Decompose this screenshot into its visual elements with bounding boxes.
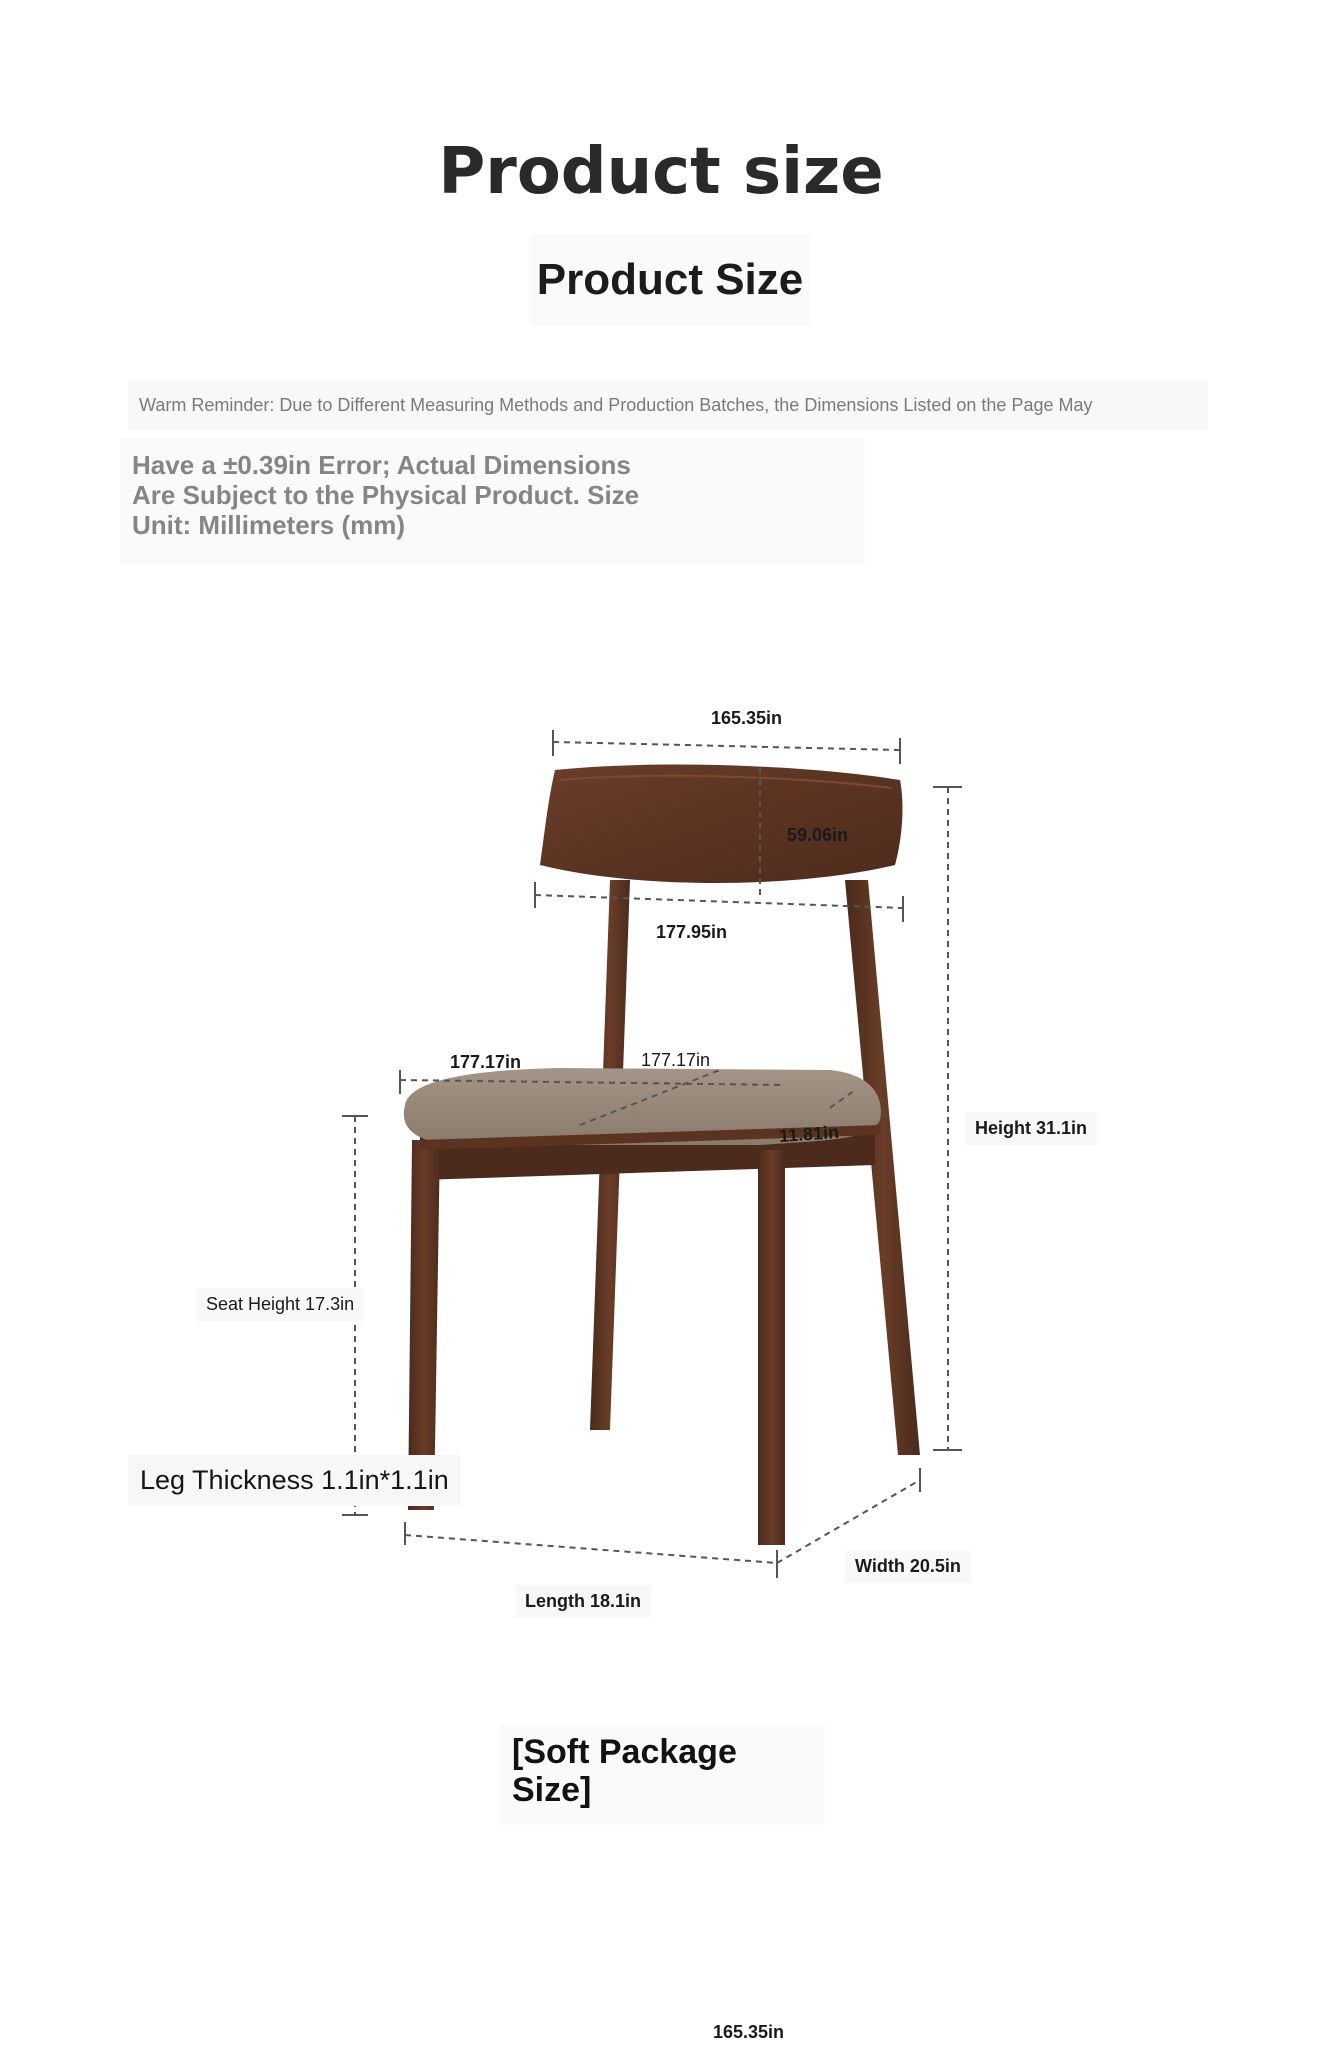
dim-backrest-bottom-width: 177.95in (656, 922, 728, 942)
dim-backrest-height: 59.06in (787, 825, 849, 845)
reminder-line-1: Warm Reminder: Due to Different Measuring Methods and Production Batches, the Dimensions Listed on the Page May (128, 380, 1208, 430)
package-dim-top-width: 165.35in (713, 2022, 785, 2042)
dim-seat-width-center: 177.17in (641, 1050, 711, 1070)
dim-seat-height: Seat Height 17.3in (196, 1288, 364, 1321)
soft-package-heading: [Soft Package Size] (500, 1725, 825, 1825)
dim-backrest-top-width: 165.35in (711, 708, 783, 728)
dim-leg-thickness: Leg Thickness 1.1in*1.1in (128, 1455, 461, 1506)
reminder-line-2: Have a ±0.39in Error; Actual Dimensions (132, 450, 631, 480)
dim-seat-width-left: 177.17in (450, 1052, 522, 1072)
chair-backrest (540, 765, 902, 883)
section-subtitle: Product Size (530, 235, 810, 325)
dim-length: Length 18.1in (515, 1585, 651, 1618)
dim-seat-depth: 11.81in (778, 1121, 840, 1147)
reminder-line-4: Unit: Millimeters (mm) (132, 510, 406, 540)
reminder-line-3: Are Subject to the Physical Product. Size (132, 480, 640, 510)
dim-width: Width 20.5in (845, 1550, 971, 1583)
page-title: Product size (438, 135, 884, 209)
dim-height: Height 31.1in (965, 1112, 1097, 1145)
